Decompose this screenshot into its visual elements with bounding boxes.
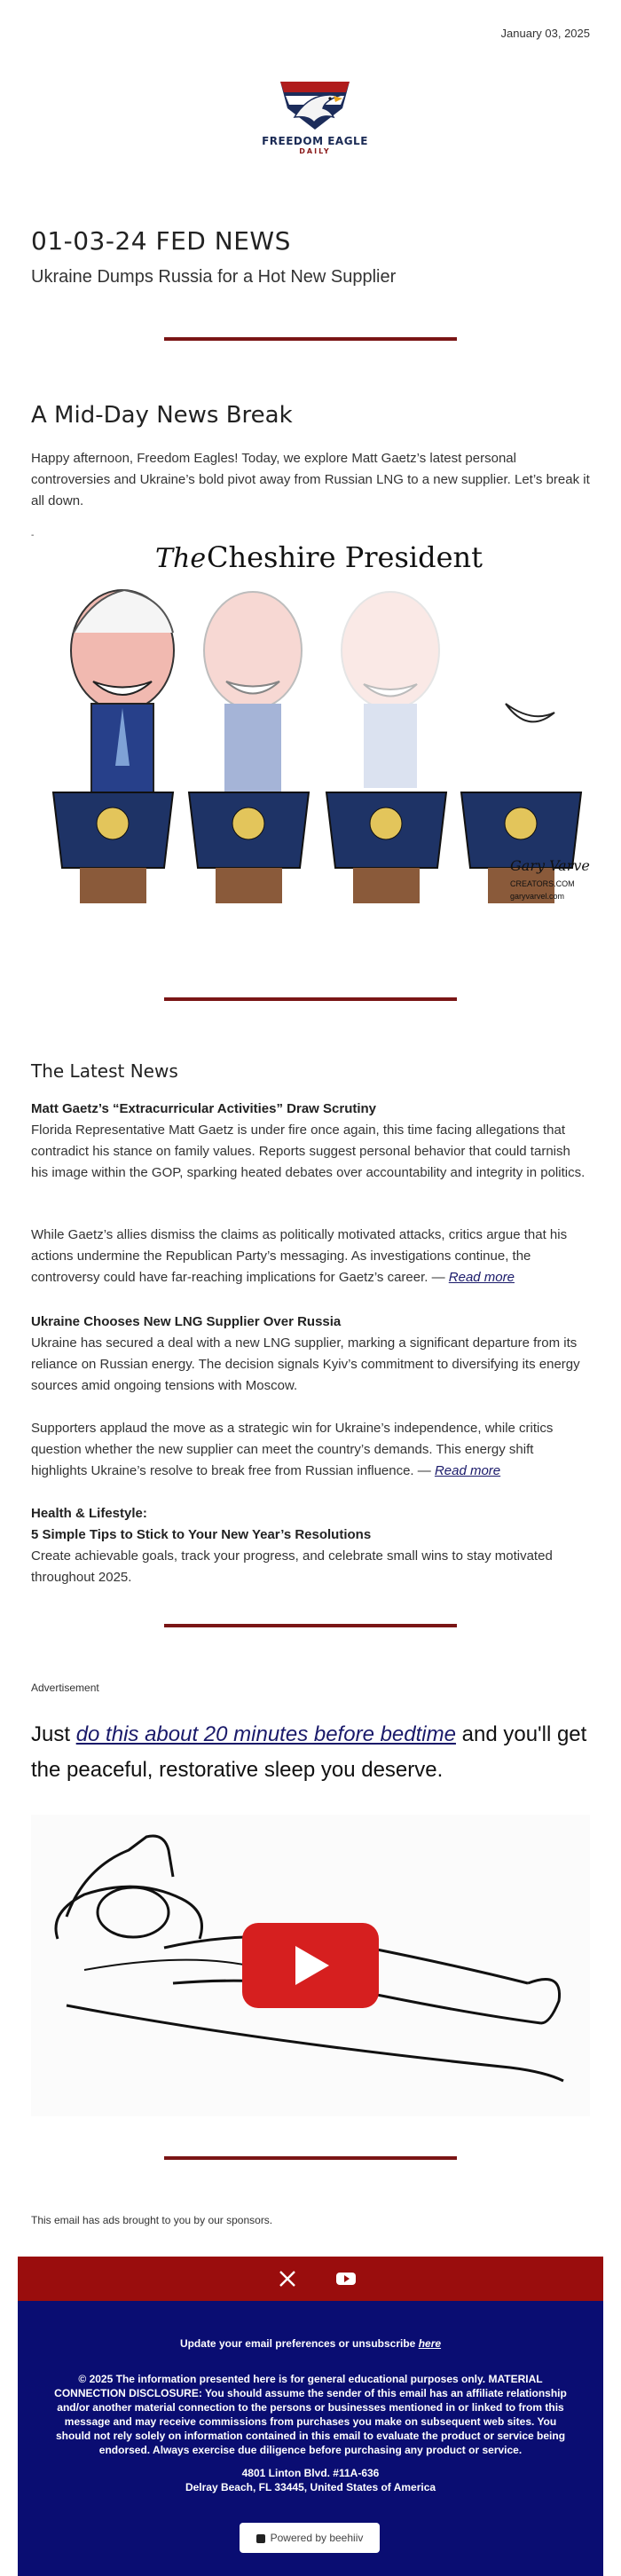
figure-1 [71, 590, 174, 792]
story-2-title: Ukraine Chooses New LNG Supplier Over Russia [31, 1314, 342, 1329]
ad-video-thumbnail[interactable] [31, 1815, 590, 2116]
ad-copy [31, 1717, 599, 1788]
floating-grin [506, 704, 554, 721]
story-1-paragraph-1: Florida Representative Matt Gaetz is under fire once again, this time facing allegations that contradict his stance on family values. Reports suggest personal behavior that could tarnish his image within the GOP, sparking heated debates over accountability and integrity in politics. [31, 1123, 586, 1180]
news-story-2 [31, 1312, 590, 1397]
email-date: January 03, 2025 [500, 27, 590, 40]
intro-body: Happy afternoon, Freedom Eagles! Today, we explore Matt Gaetz’s latest personal controversies and Ukraine’s bold pivot away from Russian LNG to a new supplier. Let’s break it all down. [31, 451, 590, 508]
ad-copy-start: Just [31, 1722, 76, 1746]
cartoon-credit: CREATORS.COM [510, 879, 575, 888]
footer-preferences-text: Update your email preferences or unsubscribe [179, 2337, 419, 2350]
ad-link[interactable]: do this about 20 minutes before bedtime [75, 1722, 456, 1746]
section-divider [164, 2156, 457, 2160]
news-heading: The Latest News [31, 1060, 178, 1082]
advertisement-label: Advertisement [31, 1682, 99, 1694]
section-divider [164, 997, 457, 1001]
logo-wordmark: FREEDOM EAGLE [262, 135, 368, 147]
news-story-1-continued [31, 1225, 590, 1288]
powered-by-beehiiv-badge[interactable] [240, 2523, 380, 2553]
intro-heading: A Mid-Day News Break [31, 402, 293, 429]
figure-2 [204, 592, 302, 792]
story-3-title: 5 Simple Tips to Stick to Your New Year’s Resolutions [31, 1527, 372, 1542]
story-2-paragraph-1: Ukraine has secured a deal with a new LNG supplier, marking a significant departure from its reliance on Russian energy. The decision signals Kyiv’s commitment to diversifying its energy sources amid ongoing tensions with Moscow. [31, 1335, 580, 1393]
news-story-2-continued [31, 1418, 590, 1482]
page-subtitle: Ukraine Dumps Russia for a Hot New Supplier [31, 267, 397, 287]
youtube-icon[interactable] [335, 2269, 357, 2288]
story-2-paragraph-2: Supporters applaud the move as a strategic win for Ukraine’s independence, while critics question whether the new supplier can meet the country’s demands. This energy shift highlights Ukraine’s resolve to break free from Russian influence. — [31, 1421, 554, 1478]
play-icon [242, 1923, 379, 2008]
footer-address-line-1: 4801 Linton Blvd. #11A-636 [241, 2467, 380, 2479]
logo-subtitle: DAILY [299, 147, 331, 155]
brand-logo[interactable] [262, 78, 368, 169]
cartoon-signature: Gary Varvel [510, 857, 590, 874]
cartoon-title-prefix: The [155, 543, 207, 574]
footer-social-bar [18, 2257, 603, 2301]
footer [18, 2301, 603, 2576]
section-divider [164, 1624, 457, 1627]
news-story-3 [31, 1503, 590, 1588]
editorial-cartoon [31, 535, 590, 952]
podiums [53, 792, 581, 903]
footer-preferences [18, 2336, 603, 2351]
cartoon-credit-url: garyvarvel.com [510, 892, 565, 901]
x-icon[interactable] [278, 2269, 297, 2288]
powered-by-label: Powered by beehiiv [270, 2532, 364, 2544]
story-2-read-more-link[interactable]: Read more [434, 1463, 501, 1478]
news-story-1 [31, 1099, 590, 1184]
intro-bullet: - [31, 531, 35, 540]
ad-copy-end: and you'll get the peaceful, restorative sleep you deserve. [31, 1722, 587, 1782]
beehiiv-icon [256, 2534, 265, 2543]
eagle-shield-icon [277, 78, 353, 133]
story-1-title: Matt Gaetz’s “Extracurricular Activities” Draw Scrutiny [31, 1101, 377, 1116]
story-3-category: Health & Lifestyle: [31, 1506, 147, 1521]
sponsor-note: This email has ads brought to you by our sponsors. [31, 2214, 273, 2226]
story-3-body: Create achievable goals, track your progress, and celebrate small wins to stay motivated throughout 2025. [31, 1548, 553, 1585]
cartoon-title: Cheshire President [207, 540, 483, 574]
unsubscribe-link[interactable]: here [418, 2337, 442, 2350]
footer-disclosure: © 2025 The information presented here is for general educational purposes only. MATERIAL CONNECTION DISCLOSURE: You should assume the sender of this email has an affiliate relationship and/or another material connection to the persons or businesses mentioned in or linked to from this message and may receive commissions from purchases you make on subsequent web sites. You should not rely solely on information contained in this email to evaluate the product or service being endorsed. Always exercise due diligence before purchasing any product or service. [54, 2373, 567, 2456]
story-1-read-more-link[interactable]: Read more [448, 1270, 515, 1285]
figure-3 [342, 592, 439, 788]
page-title: 01-03-24 FED NEWS [31, 226, 291, 256]
story-1-paragraph-2: While Gaetz’s allies dismiss the claims as politically motivated attacks, critics argue that his actions undermine the Republican Party’s messaging. As investigations continue, the controversy could have far-reaching implications for Gaetz’s career. — [31, 1227, 568, 1285]
footer-address-line-2: Delray Beach, FL 33445, United States of America [185, 2481, 436, 2493]
section-divider [164, 337, 457, 341]
